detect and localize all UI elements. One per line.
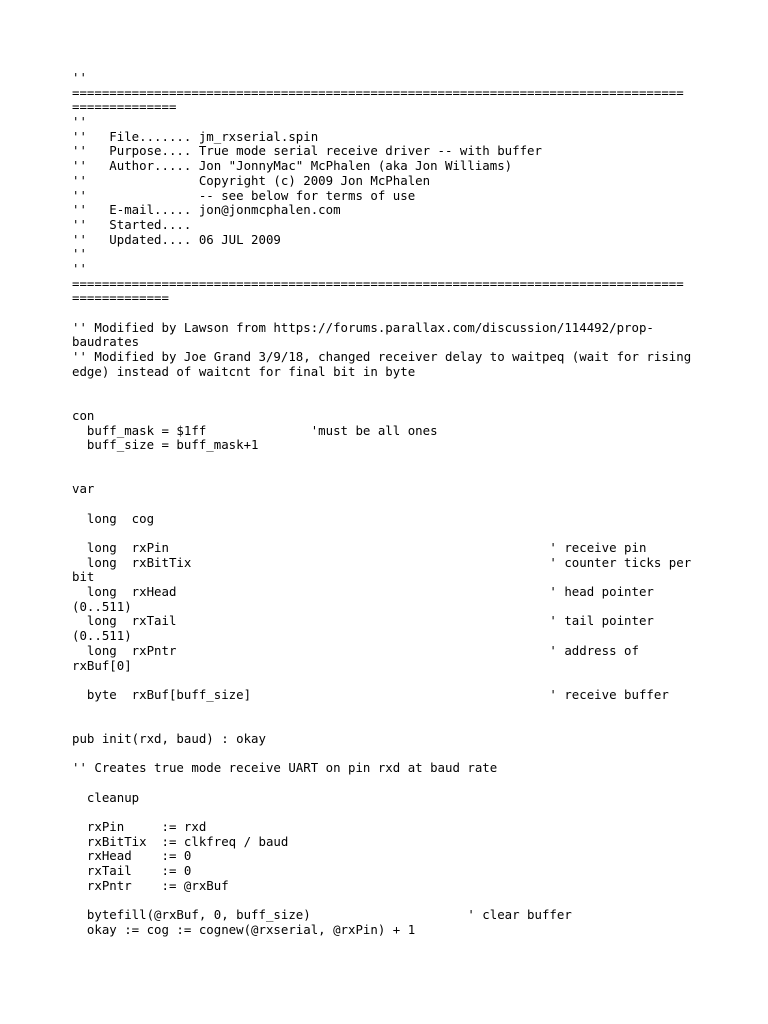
code-line: long rxPin ' receive pin <box>72 540 647 555</box>
code-line: '' <box>72 70 87 85</box>
code-line: ============= <box>72 290 169 306</box>
code-line <box>72 453 712 468</box>
code-line: rxHead := 0 <box>72 848 192 864</box>
code-line: long cog <box>72 510 155 526</box>
code-line: '' Purpose.... True mode serial receive driver -- with buffer <box>72 143 542 159</box>
code-line: byte rxBuf[buff_size] ' receive buffer <box>72 686 669 702</box>
code-line: '' Started.... <box>72 216 192 232</box>
code-line: buff_mask = $1ff 'must be all ones <box>72 422 438 438</box>
code-line: long rxBitTix ' counter ticks per <box>72 554 692 570</box>
code-line <box>72 673 712 688</box>
code-line <box>72 468 712 483</box>
code-line <box>72 497 712 512</box>
code-line <box>72 747 712 762</box>
code-line: '' File....... jm_rxserial.spin <box>72 128 319 144</box>
code-line <box>72 776 712 791</box>
code-line: '' Updated.... 06 JUL 2009 <box>72 231 281 247</box>
code-line: baudrates <box>72 334 140 350</box>
code-line: rxPin := rxd <box>72 819 207 835</box>
code-line: '' Author..... Jon "JonnyMac" McPhalen (aka Jon Williams) <box>72 158 513 174</box>
code-line: (0..511) <box>72 598 132 614</box>
code-line <box>72 306 712 321</box>
code-line: cleanup <box>72 789 140 805</box>
code-line <box>72 717 712 732</box>
code-line: ================================================================================== <box>72 275 684 291</box>
document-page <box>72 71 712 938</box>
code-line: '' Modified by Joe Grand 3/9/18, changed receiver delay to waitpeq (wait for rising <box>72 349 692 365</box>
code-line: buff_size = buff_mask+1 <box>72 437 259 453</box>
code-line: '' -- see below for terms of use <box>72 187 416 203</box>
code-line <box>72 379 712 394</box>
code-line: edge) instead of waitcnt for final bit in byte <box>72 363 416 379</box>
code-line <box>72 394 712 409</box>
code-line: long rxTail ' tail pointer <box>72 613 654 629</box>
code-line: '' Creates true mode receive UART on pin rxd at baud rate <box>72 760 498 776</box>
code-line: okay := cog := cognew(@rxserial, @rxPin) + 1 <box>72 921 416 937</box>
code-line: rxTail := 0 <box>72 863 192 879</box>
code-line: '' <box>72 246 87 262</box>
code-line: long rxPntr ' address of <box>72 642 639 658</box>
code-line: '' Copyright (c) 2009 Jon McPhalen <box>72 172 431 188</box>
code-line: pub init(rxd, baud) : okay <box>72 730 266 746</box>
code-line: '' E-mail..... jon@jonmcphalen.com <box>72 202 341 218</box>
code-line: bytefill(@rxBuf, 0, buff_size) ' clear buffer <box>72 907 572 923</box>
code-line: rxPntr := @rxBuf <box>72 877 229 893</box>
code-line <box>72 526 712 541</box>
code-line: '' <box>72 114 87 130</box>
code-line: bit <box>72 569 95 585</box>
code-line: var <box>72 481 95 497</box>
code-line <box>72 703 712 718</box>
code-line: (0..511) <box>72 628 132 644</box>
code-line: rxBuf[0] <box>72 657 132 673</box>
code-line: '' Modified by Lawson from https://forums.parallax.com/discussion/114492/prop- <box>72 319 654 335</box>
code-line <box>72 894 712 909</box>
code-line: rxBitTix := clkfreq / baud <box>72 833 289 849</box>
code-line <box>72 805 712 820</box>
code-line: ================================================================================== <box>72 84 684 100</box>
source-code-listing <box>72 71 712 938</box>
code-line: con <box>72 407 95 423</box>
code-line: ============== <box>72 99 177 115</box>
code-line: long rxHead ' head pointer <box>72 584 654 600</box>
code-line: '' <box>72 260 87 276</box>
